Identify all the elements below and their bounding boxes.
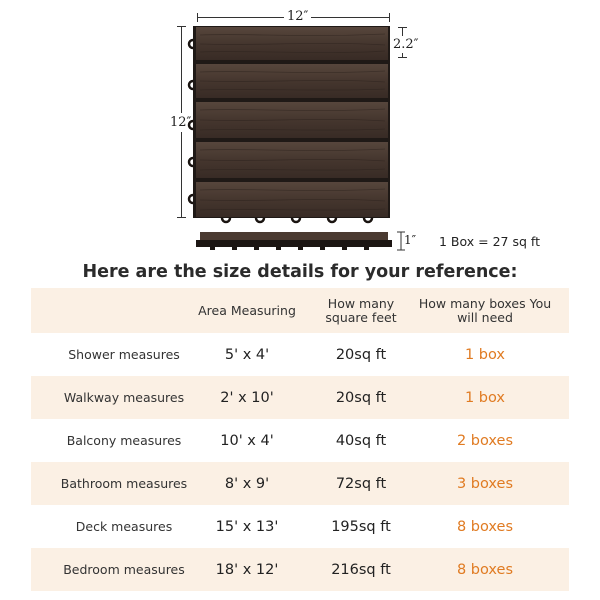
header-area: Area Measuring: [198, 302, 296, 318]
boxes-value: 1 box: [464, 346, 506, 363]
room-name: Shower measures: [68, 347, 180, 362]
height-label: 12″: [170, 115, 192, 130]
sqft-value: 216sq ft: [331, 561, 391, 578]
sqft-value: 20sq ft: [335, 389, 387, 406]
area-value: 8' x 9': [224, 475, 270, 492]
boxes-value: 1 box: [464, 389, 506, 406]
width-label: 12″: [284, 9, 311, 24]
thickness-label: 1″: [404, 233, 417, 247]
table-row: [31, 548, 569, 591]
area-value: 10' x 4': [220, 432, 274, 449]
deck-tile-image: [0, 0, 600, 258]
boxes-value: 2 boxes: [456, 432, 514, 449]
sqft-value: 20sq ft: [335, 346, 387, 363]
area-value: 2' x 10': [220, 389, 274, 406]
header-boxes: How many boxes You will need: [418, 295, 552, 325]
room-name: Walkway measures: [63, 390, 185, 405]
boxes-value: 8 boxes: [456, 561, 514, 578]
sqft-value: 195sq ft: [331, 518, 391, 535]
table-header-row: [31, 288, 569, 333]
room-name: Bathroom measures: [60, 476, 188, 491]
table-row: [31, 419, 569, 462]
table-row: [31, 376, 569, 419]
tile-side-profile: [196, 232, 392, 250]
area-value: 5' x 4': [224, 346, 270, 363]
size-details-heading: Here are the size details for your reference:: [82, 262, 518, 282]
table-row: [31, 462, 569, 505]
table-row: [31, 333, 569, 376]
slat-width-label: 2.2″: [393, 37, 419, 52]
area-value: 15' x 13': [215, 518, 279, 535]
header-sqft: How many square feet: [325, 295, 397, 325]
box-coverage-note: 1 Box = 27 sq ft: [439, 234, 540, 249]
sqft-value: 72sq ft: [335, 475, 387, 492]
area-value: 18' x 12': [215, 561, 279, 578]
boxes-value: 3 boxes: [456, 475, 514, 492]
room-name: Balcony measures: [66, 433, 182, 448]
size-table: [31, 288, 569, 591]
room-name: Bedroom measures: [63, 562, 185, 577]
sqft-value: 40sq ft: [335, 432, 387, 449]
room-name: Deck measures: [75, 519, 173, 534]
table-row: [31, 505, 569, 548]
boxes-value: 8 boxes: [456, 518, 514, 535]
product-illustration: [0, 0, 600, 258]
